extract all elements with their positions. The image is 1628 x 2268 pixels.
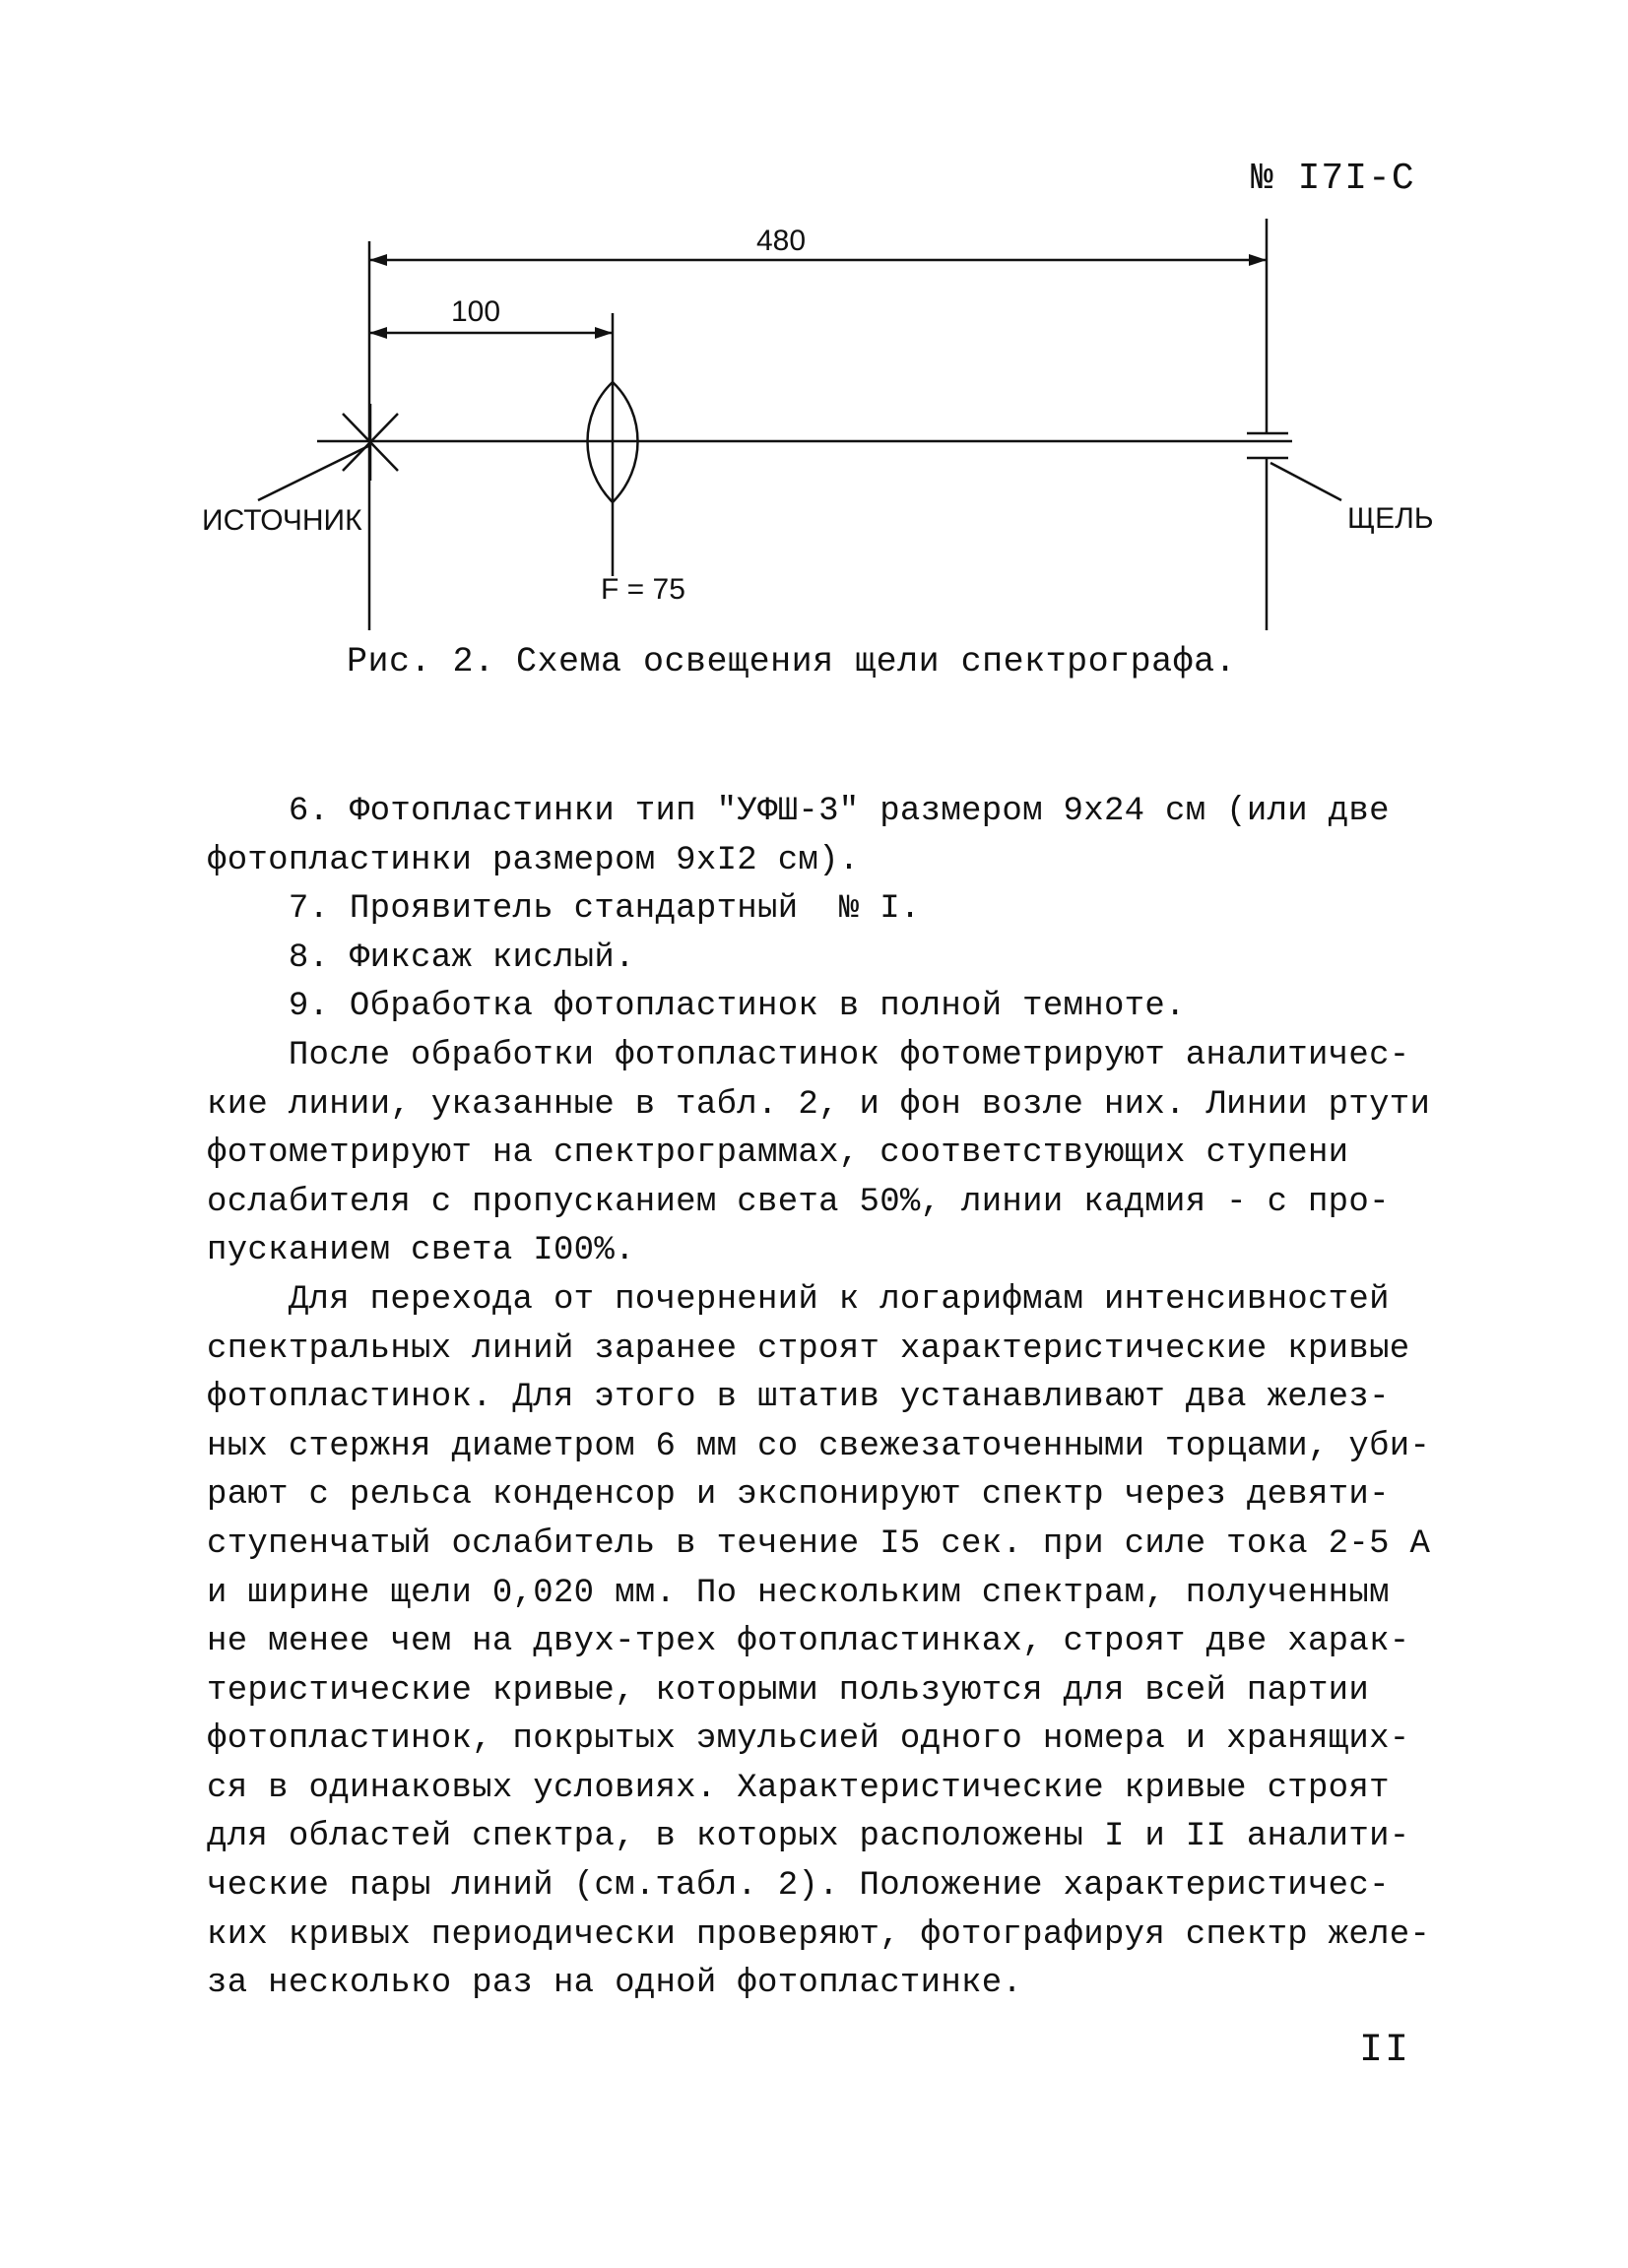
text-line: спектральных линий заранее строят характеристические кривые xyxy=(207,1329,1410,1368)
text-line: фотопластинок. Для этого в штатив устанавливают два желез- xyxy=(207,1379,1390,1417)
text-line: 6. Фотопластинки тип "УФШ-3" размером 9х24 см (или две xyxy=(207,793,1390,830)
text-line: пусканием света I00%. xyxy=(207,1232,635,1270)
text-line: ких кривых периодически проверяют, фотографируя спектр желе- xyxy=(207,1915,1431,1954)
text-line: ческие пары линий (см.табл. 2). Положение характеристичес- xyxy=(207,1867,1390,1906)
text-line: теристические кривые, которыми пользуются для всей партии xyxy=(207,1671,1370,1710)
optical-scheme-diagram xyxy=(0,0,1628,709)
page-number: II xyxy=(1359,2029,1411,2073)
text-line: ослабителя с пропусканием света 50%, линии кадмия - с про- xyxy=(207,1183,1390,1221)
text-line: ся в одинаковых условиях. Характеристические кривые строят xyxy=(207,1769,1390,1807)
text-line: для областей спектра, в которых расположены I и II аналити- xyxy=(207,1818,1410,1856)
text-line: После обработки фотопластинок фотометрируют аналитичес- xyxy=(207,1036,1410,1074)
source-label: ИСТОЧНИК xyxy=(202,504,362,537)
text-line: 9. Обработка фотопластинок в полной темноте. xyxy=(207,988,1186,1026)
text-line: фотопластинок, покрытых эмульсией одного номера и хранящих- xyxy=(207,1720,1410,1759)
body-text xyxy=(207,788,1431,2009)
text-line: ных стержня диаметром 6 мм со свежезаточенными торцами, уби- xyxy=(207,1427,1431,1465)
text-line: ступенчатый ослабитель в течение I5 сек. при силе тока 2-5 А xyxy=(207,1524,1431,1563)
source-leader-line xyxy=(258,445,370,500)
dimension-100-label: 100 xyxy=(451,295,501,328)
figure-caption: Рис. 2. Схема освещения щели спектрографа. xyxy=(347,642,1237,681)
text-line: и ширине щели 0,020 мм. По нескольким спектрам, полученным xyxy=(207,1574,1390,1612)
text-line: рают с рельса конденсор и экспонируют спектр через девяти- xyxy=(207,1476,1390,1515)
text-line: за несколько раз на одной фотопластинке. xyxy=(207,1965,1023,2003)
text-line: Для перехода от почернений к логарифмам интенсивностей xyxy=(207,1280,1390,1319)
arrow-480-left xyxy=(369,254,387,266)
slit-label: ЩЕЛЬ xyxy=(1347,502,1434,535)
arrow-100-right xyxy=(595,327,613,339)
arrow-100-left xyxy=(369,327,387,339)
text-line: 8. Фиксаж кислый. xyxy=(207,939,635,977)
arrow-480-right xyxy=(1249,254,1267,266)
focal-length-label: F = 75 xyxy=(601,573,685,606)
text-line: кие линии, указанные в табл. 2, и фон возле них. Линии ртути xyxy=(207,1085,1431,1124)
slit-leader-line xyxy=(1270,463,1341,500)
doc-number: № I7I-C xyxy=(1251,158,1415,200)
text-line: 7. Проявитель стандартный № I. xyxy=(207,890,921,929)
text-line: фотопластинки размером 9хI2 см). xyxy=(207,841,860,879)
optical-scheme-figure xyxy=(0,0,1628,709)
text-line: не менее чем на двух-трех фотопластинках, строят две харак- xyxy=(207,1623,1410,1661)
dimension-480-label: 480 xyxy=(756,225,807,257)
text-line: фотометрируют на спектрограммах, соответствующих ступени xyxy=(207,1134,1349,1173)
